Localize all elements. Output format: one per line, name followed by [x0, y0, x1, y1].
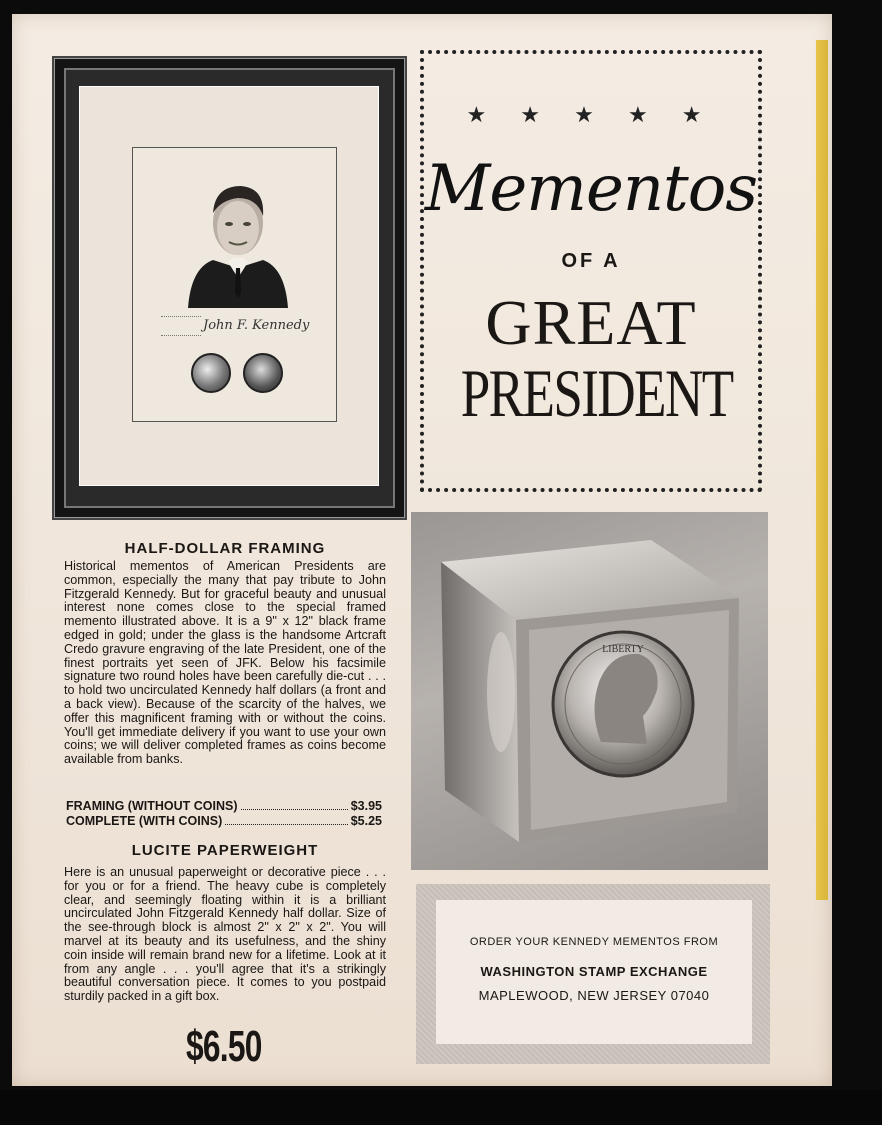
framing-description: Historical mementos of American Presidents are common, especially the many that pay tribute to John Fitzgerald Kennedy. But for graceful beauty and unusual interest none comes close to the special framed memento illustrated above. It is a 9" x 12" black frame edged in gold; under the glass is the handsome Artcraft Credo gravure engraving of the late President, one of the finest portraits yet seen of JFK. Below his facsimile signature two round holes have been carefully die-cut . . . to hold two uncirculated Kennedy half dollars (a front and a back view). Because of the scarcity of the halves, we offer this magnificent framing with or without the coins. You'll get immediate delivery if you want to use your own coins; we will deliver completed frames as coins become available from banks.	[64, 559, 386, 767]
yellow-page-edge	[816, 40, 828, 900]
price-label: COMPLETE (WITH COINS)	[66, 814, 223, 828]
title-president: PRESIDENT	[460, 355, 733, 431]
script-title: Mementos	[424, 152, 758, 226]
coin-inscription: LIBERTY	[602, 644, 644, 655]
company-name: WASHINGTON STAMP EXCHANGE	[480, 964, 708, 979]
order-instruction: ORDER YOUR KENNEDY MEMENTOS FROM	[469, 936, 719, 948]
dot-leader	[241, 800, 348, 810]
price-amount: $5.25	[350, 814, 382, 828]
price-row-without-coins	[66, 800, 382, 813]
company-address: MAPLEWOOD, NEW JERSEY 07040	[478, 988, 710, 1003]
paperweight-heading: LUCITE PAPERWEIGHT	[131, 842, 319, 859]
title-panel	[420, 50, 762, 492]
price-row-with-coins	[66, 815, 382, 828]
price-label: FRAMING (WITHOUT COINS)	[66, 799, 238, 813]
half-dollar-back	[243, 353, 283, 393]
lucite-cube-image	[411, 512, 768, 870]
order-box	[416, 884, 770, 1064]
price-amount: $3.95	[350, 799, 382, 813]
dot-leader	[225, 815, 347, 825]
portrait-engraving	[183, 168, 293, 308]
background-strip	[0, 1090, 882, 1125]
frame-mat	[79, 86, 379, 486]
half-dollar-front	[191, 353, 231, 393]
order-panel	[436, 900, 752, 1044]
framing-heading: HALF-DOLLAR FRAMING	[124, 540, 326, 557]
dedication-text	[161, 316, 201, 336]
framed-portrait	[52, 56, 407, 520]
title-of-a: OF A	[561, 250, 621, 272]
engraving-print	[132, 147, 337, 422]
facsimile-signature: John F. Kennedy	[203, 318, 310, 333]
star-row: ★ ★ ★ ★ ★	[466, 102, 716, 127]
paperweight-photo	[411, 512, 768, 870]
title-great: GREAT	[485, 287, 697, 358]
paperweight-price: $6.50	[186, 1022, 262, 1071]
gold-edge	[64, 68, 395, 508]
paperweight-description: Here is an unusual paperweight or decorative piece . . . for you or for a friend. The heavy cube is completely clear, and seemingly floating within it is a brilliant uncirculated John Fitzgerald Kennedy half dollar. Size of the see-through block is almost 2" x 2" x 2". You will marvel at its beauty and its usefulness, and the shiny coin inside will remain brand new for a lifetime. Look at it from any angle . . . you'll agree that it's a strikingly beautiful conversation piece. It comes to you postpaid sturdily packed in a gift box.	[64, 865, 386, 1004]
